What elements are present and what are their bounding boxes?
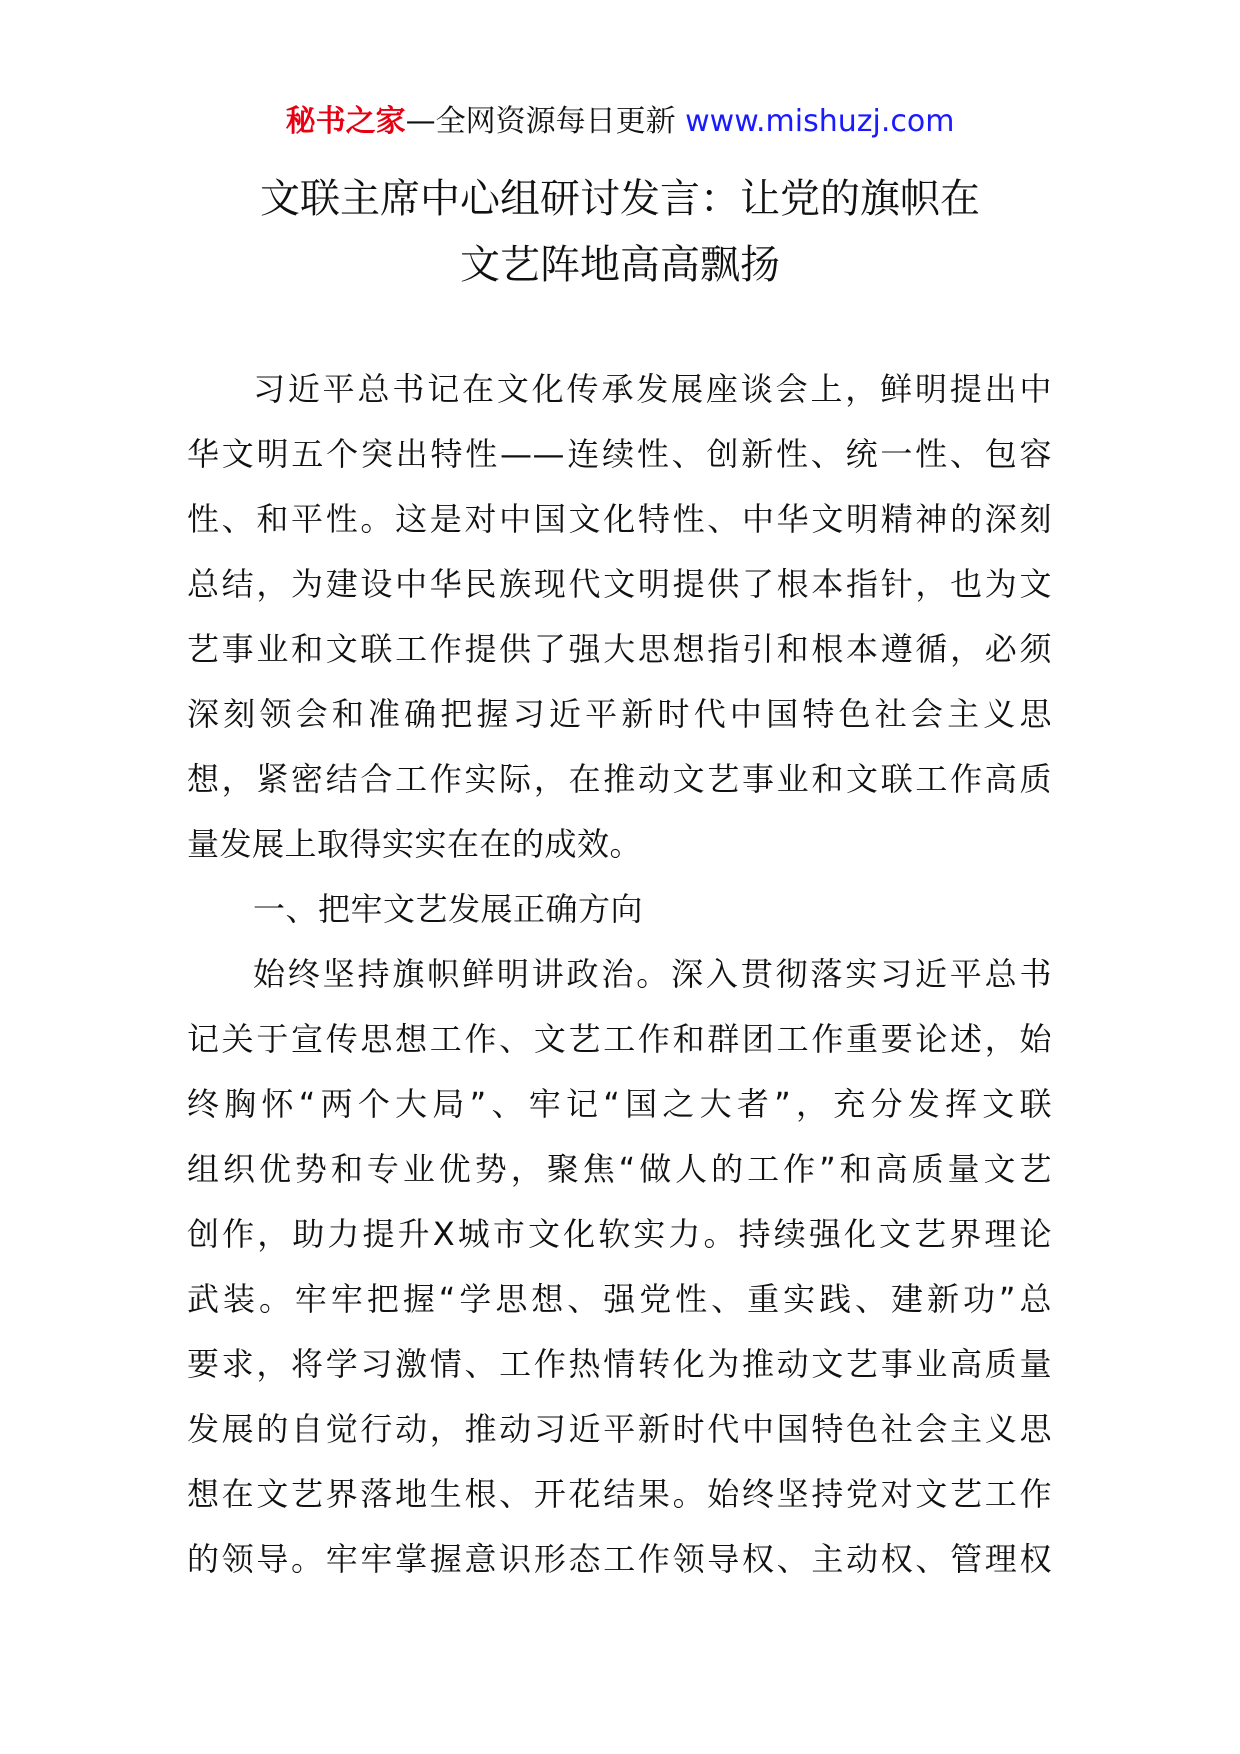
- title-line-1: 文联主席中心组研讨发言：让党的旗帜在: [260, 176, 980, 222]
- paragraph-line: 创作，助力提升X城市文化软实力。持续强化文艺界理论: [187, 1215, 1052, 1253]
- paragraph-line: 的领导。牢牢掌握意识形态工作领导权、主动权、管理权: [187, 1540, 1052, 1578]
- paragraph-line: 华文明五个突出特性——连续性、创新性、统一性、包容: [187, 435, 1052, 473]
- paragraph-line: 要求，将学习激情、工作热情转化为推动文艺事业高质量: [187, 1345, 1052, 1383]
- document-body: [187, 357, 1052, 1592]
- site-url-link[interactable]: www.mishuzj.com: [685, 104, 955, 139]
- paragraph-line: 艺事业和文联工作提供了强大思想指引和根本遵循，必须: [187, 630, 1052, 668]
- paragraph-line: 发展的自觉行动，推动习近平新时代中国特色社会主义思: [187, 1410, 1052, 1448]
- paragraph-line: 想，紧密结合工作实际，在推动文艺事业和文联工作高质: [187, 760, 1052, 798]
- paragraph-line: 武装。牢牢把握“学思想、强党性、重实践、建新功”总: [187, 1280, 1052, 1318]
- paragraph-line: 记关于宣传思想工作、文艺工作和群团工作重要论述，始: [187, 1020, 1052, 1058]
- section-heading: 一、把牢文艺发展正确方向: [253, 890, 644, 928]
- paragraph-line: 深刻领会和准确把握习近平新时代中国特色社会主义思: [187, 695, 1052, 733]
- paragraph-line: 总结，为建设中华民族现代文明提供了根本指针，也为文: [187, 565, 1052, 603]
- paragraph-line: 想在文艺界落地生根、开花结果。始终坚持党对文艺工作: [187, 1475, 1052, 1513]
- paragraph-line: 终胸怀“两个大局”、牢记“国之大者”，充分发挥文联: [187, 1085, 1052, 1123]
- paragraph-line: 性、和平性。这是对中国文化特性、中华文明精神的深刻: [187, 500, 1052, 538]
- document-title: [150, 166, 1090, 298]
- brand-name: 秘书之家: [285, 104, 406, 139]
- paragraph-line: 始终坚持旗帜鲜明讲政治。深入贯彻落实习近平总书: [253, 955, 1052, 993]
- paragraph-line: 习近平总书记在文化传承发展座谈会上，鲜明提出中: [253, 370, 1052, 408]
- header-tagline: —全网资源每日更新: [405, 104, 686, 139]
- site-header-banner: [0, 102, 1240, 142]
- paragraph-line: 量发展上取得实实在在的成效。: [187, 825, 643, 863]
- paragraph-line: 组织优势和专业优势，聚焦“做人的工作”和高质量文艺: [187, 1150, 1052, 1188]
- title-line-2: 文艺阵地高高飘扬: [460, 242, 780, 288]
